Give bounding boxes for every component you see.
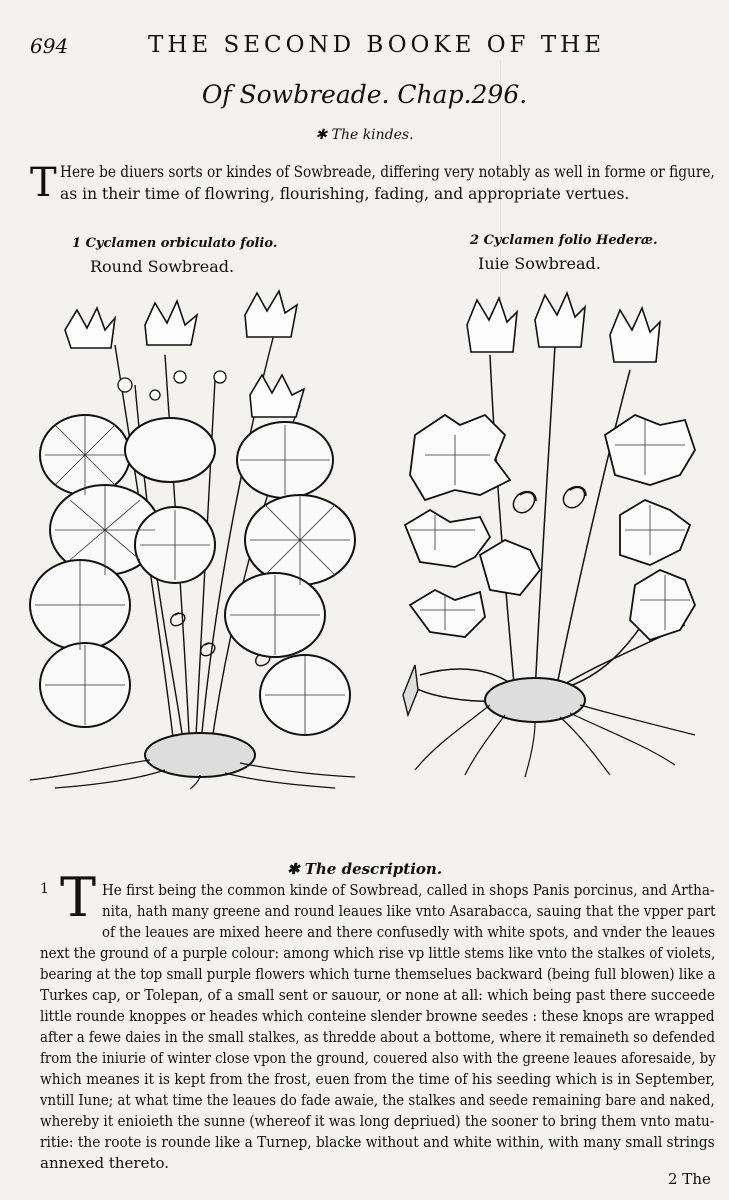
description-dropcap: T [60, 866, 97, 929]
ivy-sowbread-woodcut [395, 285, 715, 780]
intro-dropcap: T [30, 160, 57, 206]
intro-line-2: as in their time of flowring, flourishing, fading, and appropriate vertues. [60, 185, 630, 203]
intro-line-1: Here be diuers sorts or kindes of Sowbreade, differing very notably as well in forme or figure, [60, 163, 715, 181]
description-line: little rounde knoppes or heades which conteine slender browne seedes : these knops are wrapped [40, 1007, 715, 1025]
description-line: annexed thereto. [40, 1154, 170, 1172]
description-line: of the leaues are mixed heere and there confusedly with white spots, and vnder the leaues [102, 923, 715, 941]
description-line: which meanes it is kept from the frost, euen from the time of his seeding which is in September, [40, 1070, 715, 1088]
description-line: He first being the common kinde of Sowbread, called in shops Panis porcinus, and Artha- [102, 881, 715, 899]
description-line: ritie: the roote is rounde like a Turnep, blacke without and white within, with many small strings [40, 1133, 715, 1151]
description-line: from the iniurie of winter close vpon the ground, couered also with the greene leaues aforesaide, by [40, 1049, 716, 1067]
section-heading-description: ✱ The description. [286, 860, 443, 878]
figure-1-english: Round Sowbread. [90, 257, 235, 276]
running-title: THE SECOND BOOKE OF THE [148, 32, 606, 58]
chapter-title: Of Sowbreade. Chap.296. [201, 80, 528, 109]
round-sowbread-woodcut [25, 285, 365, 790]
figure-1-latin: 1 Cyclamen orbiculato folio. [72, 236, 278, 251]
description-line: nita, hath many greene and round leaues like vnto Asarabacca, sauing that the vpper part [102, 902, 716, 920]
description-line: whereby it enioieth the sunne (whereof it was long depriued) the sooner to bring them vnto matu- [40, 1112, 715, 1130]
description-line: bearing at the top small purple flowers which turne themselues backward (being full blowen) like a [40, 965, 716, 983]
catchword: 2 The [668, 1170, 711, 1188]
description-line: vntill Iune; at what time the leaues do fade awaie, the stalkes and seede remaining bare and naked, [40, 1091, 715, 1109]
description-line: Turkes cap, or Tolepan, of a small sent or sauour, or none at all: which being past there succeede [40, 986, 715, 1004]
description-item-number: 1 [40, 881, 49, 897]
figure-2-latin: 2 Cyclamen folio Hederæ. [470, 233, 658, 248]
figure-2-english: Iuie Sowbread. [478, 254, 601, 273]
description-line: after a fewe daies in the small stalkes, as thredde about a bottome, where it remaineth so defended [40, 1028, 716, 1046]
description-line: next the ground of a purple colour: among which rise vp little stems like vnto the stalkes of violets, [40, 944, 716, 962]
page-number: 694 [30, 34, 69, 58]
section-heading-kindes: ✱ The kindes. [315, 127, 414, 143]
